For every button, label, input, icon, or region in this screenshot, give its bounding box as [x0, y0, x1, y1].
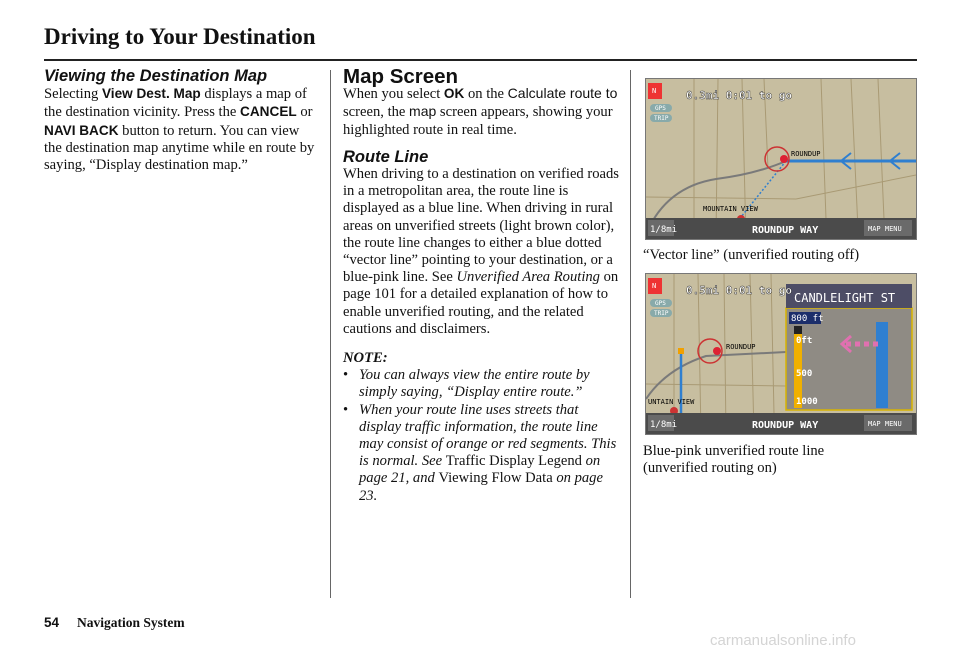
street-banner: CANDLELIGHT ST: [794, 291, 896, 305]
section-heading: Viewing the Destination Map: [44, 67, 268, 85]
svg-text:GPS: GPS: [655, 300, 666, 307]
svg-text:N: N: [652, 282, 657, 290]
svg-text:TRIP: TRIP: [654, 310, 669, 317]
column-divider: [630, 70, 631, 598]
street-name: ROUNDUP WAY: [752, 225, 819, 236]
footer-label: Navigation System: [77, 615, 185, 630]
map-label-roundup: [726, 343, 756, 351]
svg-text:UNTAIN VIEW: UNTAIN VIEW: [648, 398, 695, 406]
left-column: [44, 68, 320, 174]
column-divider: [330, 70, 331, 598]
paragraph: When driving to a destination on verified roads in a metropolitan area, the route line is displayed as a blue line. When driving in rural areas on unverified streets (light brown color), the route line changes to either a blue dotted “vector line” pointing to your destination, or a blue-pink line. See Unverified Area Routing on page 101 for a detailed explanation of how to enable unverified routing, and the related cautions and disclaimers.: [343, 166, 619, 337]
distance-to-turn: 800 ft: [791, 314, 824, 324]
note-item: • You can always view the entire route by simply saying, “Display entire route.”: [343, 367, 619, 401]
section-heading: Map Screen: [343, 65, 459, 88]
middle-column: [343, 65, 619, 505]
svg-text:MOUNTAIN VIEW: MOUNTAIN VIEW: [703, 205, 758, 213]
svg-text:1000: 1000: [796, 397, 818, 407]
svg-text:MAP MENU: MAP MENU: [868, 225, 902, 233]
caption: Blue-pink unverified route line (unverified routing on): [643, 443, 825, 477]
caption: “Vector line” (unverified routing off): [643, 247, 860, 263]
map-screenshot-blue-pink-line: [645, 273, 917, 435]
map-label-roundup: [791, 150, 821, 158]
svg-text:500: 500: [796, 369, 813, 379]
distance-readout: 0.5mi 0:01 to go: [686, 284, 792, 297]
page-title: Driving to Your Destination: [44, 24, 316, 49]
paragraph: Selecting View Dest. Map displays a map of the destination vicinity. Press the CANCEL or NAVI BACK button to return. You can view the destination map anytime while en route by saying, “Display destination map.”: [44, 86, 315, 174]
street-name: ROUNDUP WAY: [752, 420, 819, 431]
page-number: 54: [44, 615, 60, 630]
watermark: carmanualsonline.info: [710, 632, 856, 649]
note-list: [343, 367, 619, 505]
map-label-mountain: [703, 205, 759, 213]
svg-text:ROUNDUP: ROUNDUP: [791, 150, 821, 158]
svg-text:0ft: 0ft: [796, 336, 813, 346]
svg-text:1/8mi: 1/8mi: [650, 420, 678, 430]
note-item: • When your route line uses streets that display traffic information, the route line may consist of orange or red segments. This is normal. See Traffic Display Legend on page 21, and Viewing Flow Data on page 23.: [343, 402, 619, 505]
map-label-mountain: [648, 398, 695, 406]
distance-readout: 0.3mi 0:01 to go: [686, 89, 792, 102]
svg-text:GPS: GPS: [655, 105, 666, 112]
svg-text:ROUNDUP: ROUNDUP: [726, 343, 756, 351]
note-label: NOTE:: [343, 350, 388, 367]
paragraph: When you select OK on the Calculate route to screen, the map screen appears, showing your highlighted route in real time.: [343, 85, 618, 138]
title-rule: [44, 59, 917, 61]
svg-text:N: N: [652, 87, 657, 95]
svg-text:MAP MENU: MAP MENU: [868, 420, 902, 428]
map-screenshot-vector-line: [645, 78, 917, 240]
subheading: Route Line: [343, 147, 429, 166]
svg-text:1/8mi: 1/8mi: [650, 225, 678, 235]
svg-text:TRIP: TRIP: [654, 115, 669, 122]
